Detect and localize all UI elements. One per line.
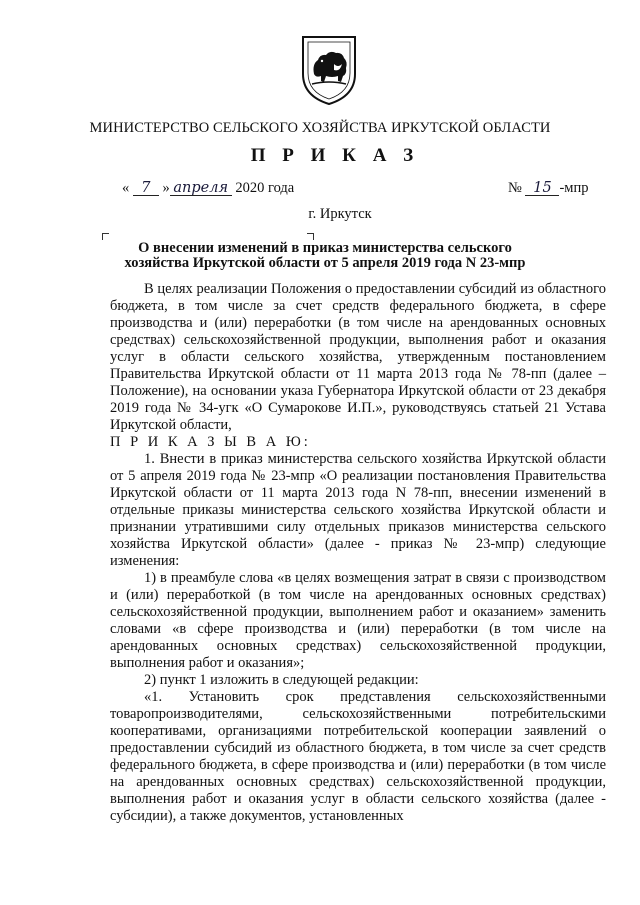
order-number [508,180,588,197]
coat-of-arms-icon [300,34,358,106]
date-year: 2020 года [235,180,295,196]
ministry-name: МИНИСТЕРСТВО СЕЛЬСКОГО ХОЗЯЙСТВА ИРКУТСКОЙ ОБЛАСТИ [89,120,551,136]
city: г. Иркутск [308,206,372,222]
date-quote-close: » [162,180,170,196]
document-type-title: П Р И К А З [250,145,420,166]
date-month: апреля [170,181,232,196]
new-clause-1-paragraph: «1. Установить срок представления сельскохозяйственными товаропроизводителями, сельскохозяйственными потребительскими кооперативами, организациями потребительской кооперации заявлений о предоставлении субсидий из областного бюджета, в том числе за счет средств федерального бюджета, в сфере производства и (или) переработки (в том числе на арендованных основных средствах) сельскохозяйственной продукции, выполнения работ и оказания услуг в области сельского хозяйства (далее - субсидии), а также документов, установленных [110,689,606,824]
order-body [110,281,606,825]
subclause-1-paragraph: 1) в преамбуле слова «в целях возмещения затрат в связи с производством и (или) переработкой (в том числе на арендованных основных средствах) сельскохозяйственной продукции, выполнением работ и оказанием» заменить словами «в сфере производства и (или) переработки (в том числе на арендованных основных средствах) сельскохозяйственной продукции, выполнения работ и оказания»; [110,570,606,671]
number-value: 15 [525,181,559,196]
clause-1-paragraph: 1. Внести в приказ министерства сельского хозяйства Иркутской области от 5 апреля 2019 года № 23-мпр «О реализации постановления Правительства Иркутской области от 11 марта 2013 года N 78-пп, внесении изменений в отдельные приказы министерства сельского хозяйства Иркутской области и признании утратившими силу отдельных приказов министерства сельского хозяйства Иркутской области» (далее - приказ № 23-мпр) следующие изменения: [110,451,606,569]
subclause-2-paragraph: 2) пункт 1 изложить в следующей редакции: [144,672,419,688]
order-subject: О внесении изменений в приказ министерства сельского хозяйства Иркутской области от 5 апреля 2019 года N 23-мпр [124,240,526,271]
order-date [122,180,294,197]
date-day: 7 [133,181,159,196]
preamble-paragraph: В целях реализации Положения о предоставлении субсидий из областного бюджета, в том числе за счет средств федерального бюджета, в сфере производства и (или) переработки (в том числе на арендованных основных средствах) сельскохозяйственной продукции, выполнения работ и оказания услуг в области сельского хозяйства, утвержденным постановлением Правительства Иркутской области от 11 марта 2013 года № 78-пп (далее – Положение), на основании указа Губернатора Иркутской области от 23 декабря 2019 года № 34-угк «О Сумарокове И.П.», руководствуясь статьей 21 Устава Иркутской области, [110,281,606,433]
date-quote-open: « [122,180,130,196]
number-suffix: -мпр [559,180,589,196]
prikazyvayu-heading: П Р И К А З Ы В А Ю: [110,434,311,450]
corner-mark-right [307,233,314,240]
corner-mark-left [102,233,109,240]
number-prefix: № [508,180,522,196]
